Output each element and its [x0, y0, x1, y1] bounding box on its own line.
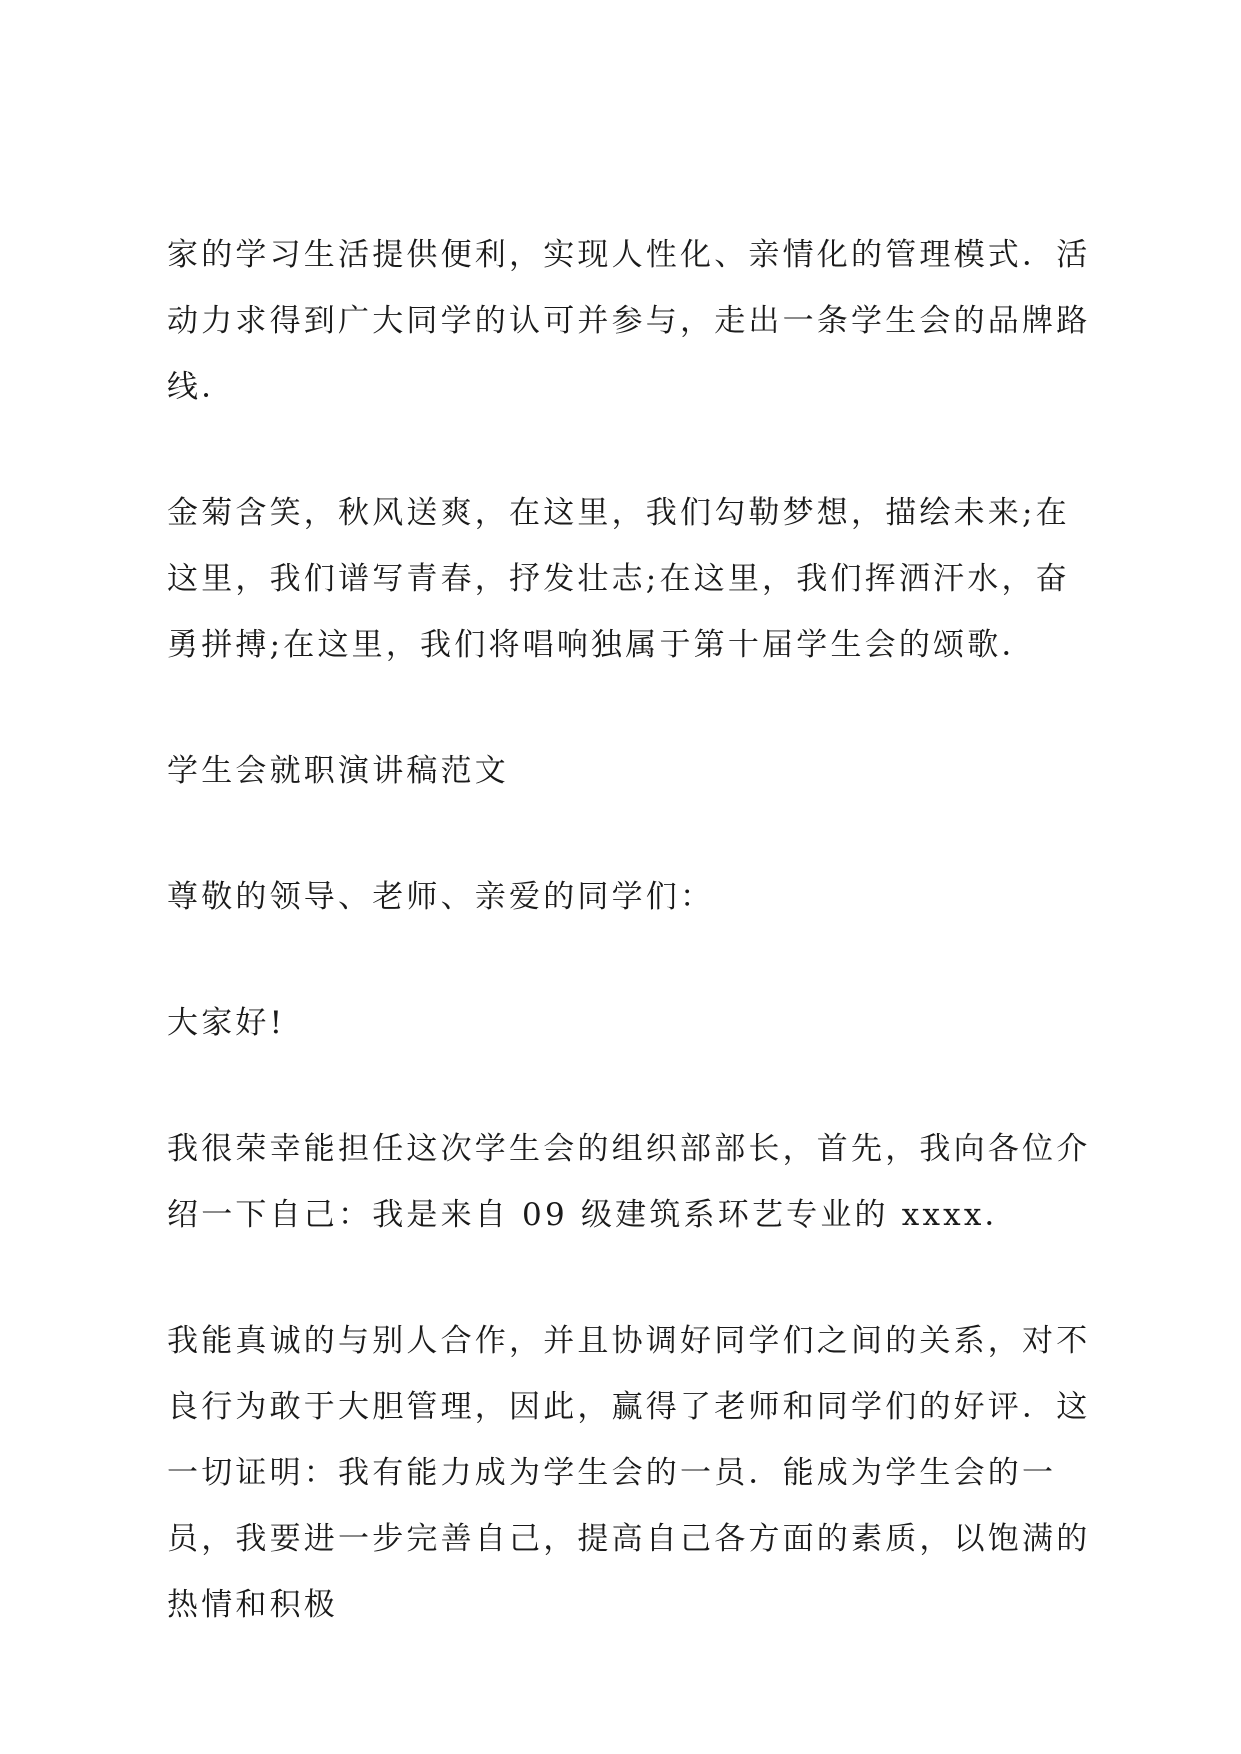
greeting: 大家好! [167, 1005, 286, 1041]
section-title: 学生会就职演讲稿范文 [167, 753, 509, 789]
paragraph-cooperation: 我能真诚的与别人合作，并且协调好同学们之间的关系，对不良行为敢于大胆管理，因此，赢得了老师和同学们的好评．这一切证明：我有能力成为学生会的一员．能成为学生会的一员，我要进一步完善自己，提高自己各方面的素质，以饱满的热情和积极 [167, 1323, 1091, 1623]
paragraph-self-introduction: 我很荣幸能担任这次学生会的组织部部长，首先，我向各位介绍一下自己：我是来自 09 级建筑系环艺专业的 xxxx． [167, 1131, 1091, 1233]
paragraph-intro-continuation: 家的学习生活提供便利，实现人性化、亲情化的管理模式．活动力求得到广大同学的认可并参与，走出一条学生会的品牌路线． [167, 237, 1091, 405]
salutation: 尊敬的领导、老师、亲爱的同学们： [167, 879, 715, 915]
document-body [167, 222, 1097, 1698]
paragraph-autumn: 金菊含笑，秋风送爽，在这里，我们勾勒梦想，描绘未来;在这里，我们谱写青春，抒发壮志;在这里，我们挥洒汗水，奋勇拼搏;在这里，我们将唱响独属于第十届学生会的颂歌． [167, 495, 1070, 663]
